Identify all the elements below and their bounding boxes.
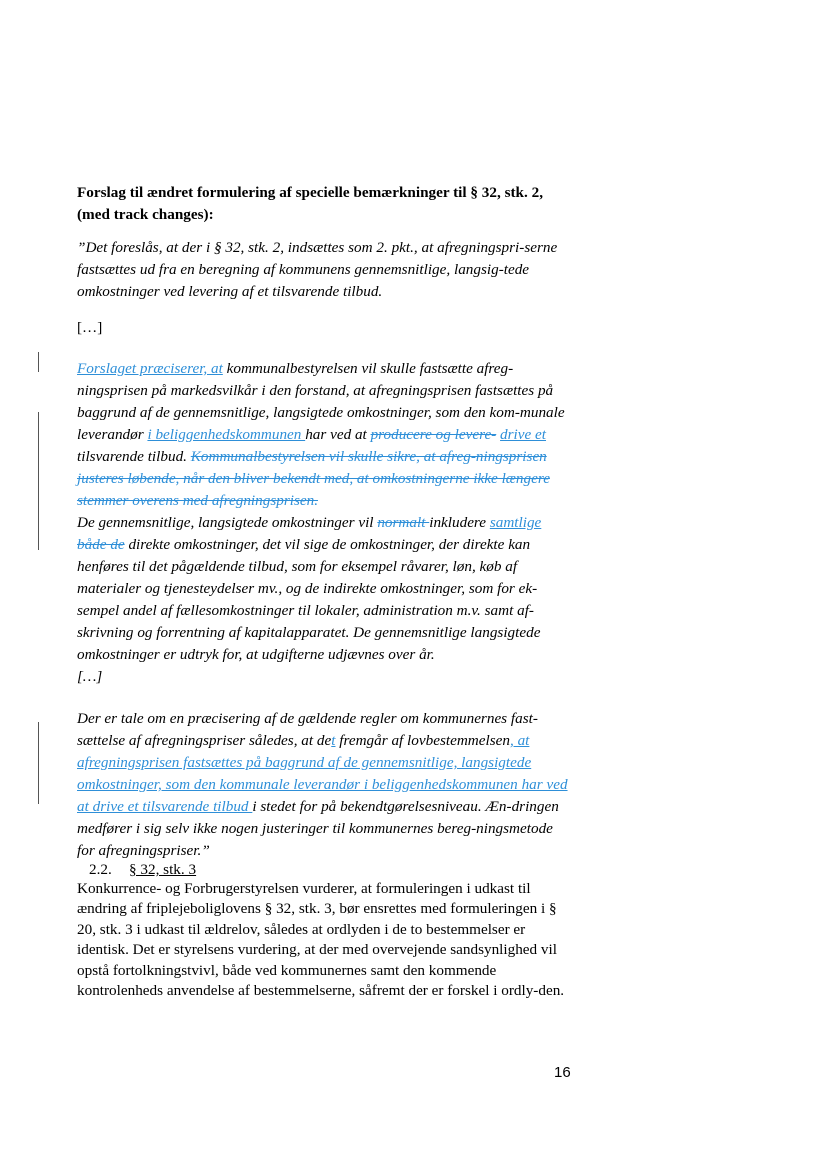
subsection-heading [89,860,196,880]
deletion: både de [77,536,125,553]
subsection-number: 2.2. [89,861,112,878]
text-run: tilsvarende tilbud. [77,448,191,465]
section-heading [77,182,571,226]
insertion: , at afregningsprisen fastsættes på baggrund af de gennemsnitlige, langsigtede omkostninger, som den kommunale leverandør i beliggenhedskommunen har ved at drive et tilsvarende tilbud [77,732,568,815]
change-bar [38,412,39,550]
change-bar [38,722,39,804]
text-run: De gennemsnitlige, langsigtede omkostninger vil [77,514,378,531]
heading-line-2: (med track changes): [77,206,214,223]
change-bar [38,352,39,372]
insertion: Forslaget præciserer, at [77,360,223,377]
insertion: samtlige [489,514,542,531]
subsection-body: Konkurrence- og Forbrugerstyrelsen vurderer, at formuleringen i udkast til ændring af friplejeboliglovens § 32, stk. 3, bør ensrettes med formuleringen i § 20, stk. 3 i udkast til ældrelov, således at ordlyden i de to bestemmelser er identisk. Det er styrelsens vurdering, at der med overvejende sandsynlighed vil opstå fortolkningstvivl, både ved kommunernes samt den kommende kontrolenheds anvendelse af bestemmelserne, såfremt der er forskel i ordly-den. [77,880,565,1000]
text-run: fremgår af lovbestemmelsen [335,732,510,749]
insertion: drive et [500,426,547,443]
text-run: i stedet for på bekendtgørelsesniveau. Æn-dringen medfører i sig selv ikke nogen justeringer til kommunernes bereg-ningsmetode for afregningspriser.” [77,798,559,859]
quote-paragraph-1: ”Det foreslås, at der i § 32, stk. 2, indsættes som 2. pkt., at afregningspri-serne fastsættes ud fra en beregning af kommunens gennemsnitlige, langsig-tede omkostninger ved levering af et tilsvarende tilbud. [77,239,558,300]
ellipsis: […] [77,668,103,685]
insertion: i beliggenhedskommunen [147,426,306,443]
page-number: 16 [554,1064,571,1081]
quote-paragraph-3 [77,512,571,666]
text-run: inkludere [429,514,490,531]
ellipsis: […] [77,319,103,336]
text-run: Der er tale om en præcisering af de gældende regler om kommunernes fast-sættelse af afregningspriser således, at de [77,710,538,749]
deletion: normalt [377,514,430,531]
text-run: har ved at [305,426,371,443]
insertion: t [331,732,336,749]
quote-paragraph-2 [77,358,571,512]
text-run: kommunalbestyrelsen vil skulle fastsætte afreg-ningsprisen på markedsvilkår i den forstand, at afregningsprisen fastsættes på baggrund af de gennemsnitlige, langsigtede omkostninger, som den kom-munale leverandør [77,360,565,443]
deletion: producere og levere- [370,426,497,443]
quote-paragraph-4 [77,708,571,862]
text-run: direkte omkostninger, det vil sige de omkostninger, der direkte kan henføres til det pågældende tilbud, som for eksempel råvarer, løn, køb af materialer og tjenesteydelser mv., og de indirekte omkostninger, som for ek-sempel andel af fællesomkostninger til lokaler, administration m.v. samt af-skrivning og forrentning af kapitalapparatet. De gennemsnitlige langsigtede omkostninger er udtryk for, at udgifterne udjævnes over år. [77,536,541,663]
subsection-title: § 32, stk. 3 [129,861,197,878]
heading-line-1: Forslag til ændret formulering af specielle bemærkninger til § 32, stk. 2, [77,184,543,201]
deletion: Kommunalbestyrelsen vil skulle sikre, at afreg-ningsprisen justeres løbende, når den bliver bekendt med, at omkostningerne ikke længere stemmer overens med afregningsprisen. [77,448,550,509]
